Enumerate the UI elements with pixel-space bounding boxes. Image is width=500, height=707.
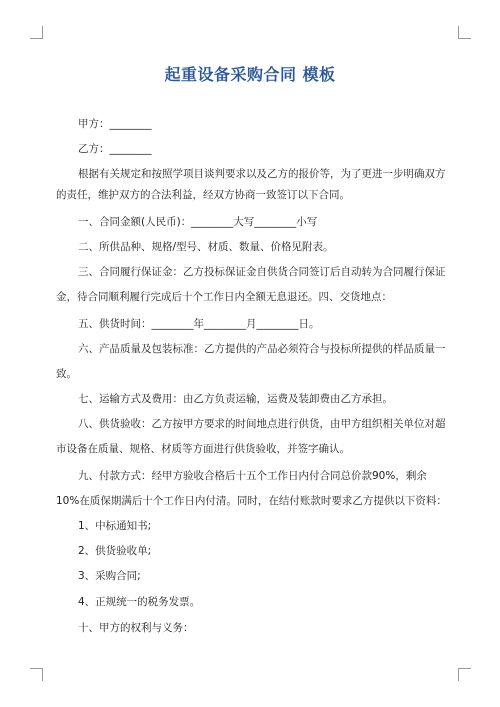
clause-8-line-1: 八、供货验收：乙方按甲方要求的时间地点进行供货，由甲方组织相关单位对超 — [78, 418, 446, 430]
clause-6-line-2: 致。 — [56, 368, 77, 380]
intro-line-2: 的责任，维护双方的合法利益，经双方协商一致签订以下合同。 — [56, 189, 350, 201]
crop-mark-top-left — [30, 26, 43, 39]
clause-1: 一、合同金额(人民币)：________大写________小写 — [78, 216, 318, 228]
clause-6-line-1: 六、产品质量及包装标准：乙方提供的产品必须符合与投标所提供的样品质量一 — [78, 343, 446, 355]
intro-line-1: 根据有关规定和按照学项目谈判要求以及乙方的报价等，为了更进一步明确双方 — [78, 168, 446, 180]
party-b-line: 乙方：________ — [78, 143, 152, 155]
clause-9-item-2: 2、供货验收单; — [78, 545, 152, 557]
crop-mark-bottom-left — [30, 668, 43, 681]
crop-mark-top-right — [458, 26, 471, 39]
party-a-line: 甲方：________ — [78, 118, 152, 130]
clause-3-line-1: 三、合同履行保证金：乙方投标保证金自供货合同签订后自动转为合同履行保证 — [78, 266, 446, 278]
clause-9-line-2: 10%在质保期满后十个工作日内付清。同时，在结付账款时要求乙方提供以下资料： — [56, 495, 447, 507]
clause-3-line-2: 金，待合同顺利履行完成后十个工作日内全额无息退还。四、交货地点： — [56, 291, 392, 303]
clause-8-line-2: 市设备在质量、规格、材质等方面进行供货验收，并签字确认。 — [56, 443, 350, 455]
clause-9-line-1: 九、付款方式：经甲方验收合格后十五个工作日内付合同总价款90%，剩余 — [78, 470, 427, 482]
clause-9-item-4: 4、正规统一的税务发票。 — [78, 596, 201, 608]
clause-5: 五、供货时间：________年________月________日。 — [78, 318, 320, 330]
clause-10: 十、甲方的权利与义务： — [78, 622, 194, 634]
clause-7: 七、运输方式及费用：由乙方负责运输，运费及装卸费由乙方承担。 — [78, 393, 393, 405]
clause-2: 二、所供品种、规格/型号、材质、数量、价格见附表。 — [78, 241, 334, 253]
clause-9-item-1: 1、中标通知书; — [78, 520, 152, 532]
clause-9-item-3: 3、采购合同; — [78, 570, 141, 582]
document-title: 起重设备采购合同 模板 — [164, 65, 336, 84]
crop-mark-bottom-right — [458, 668, 471, 681]
